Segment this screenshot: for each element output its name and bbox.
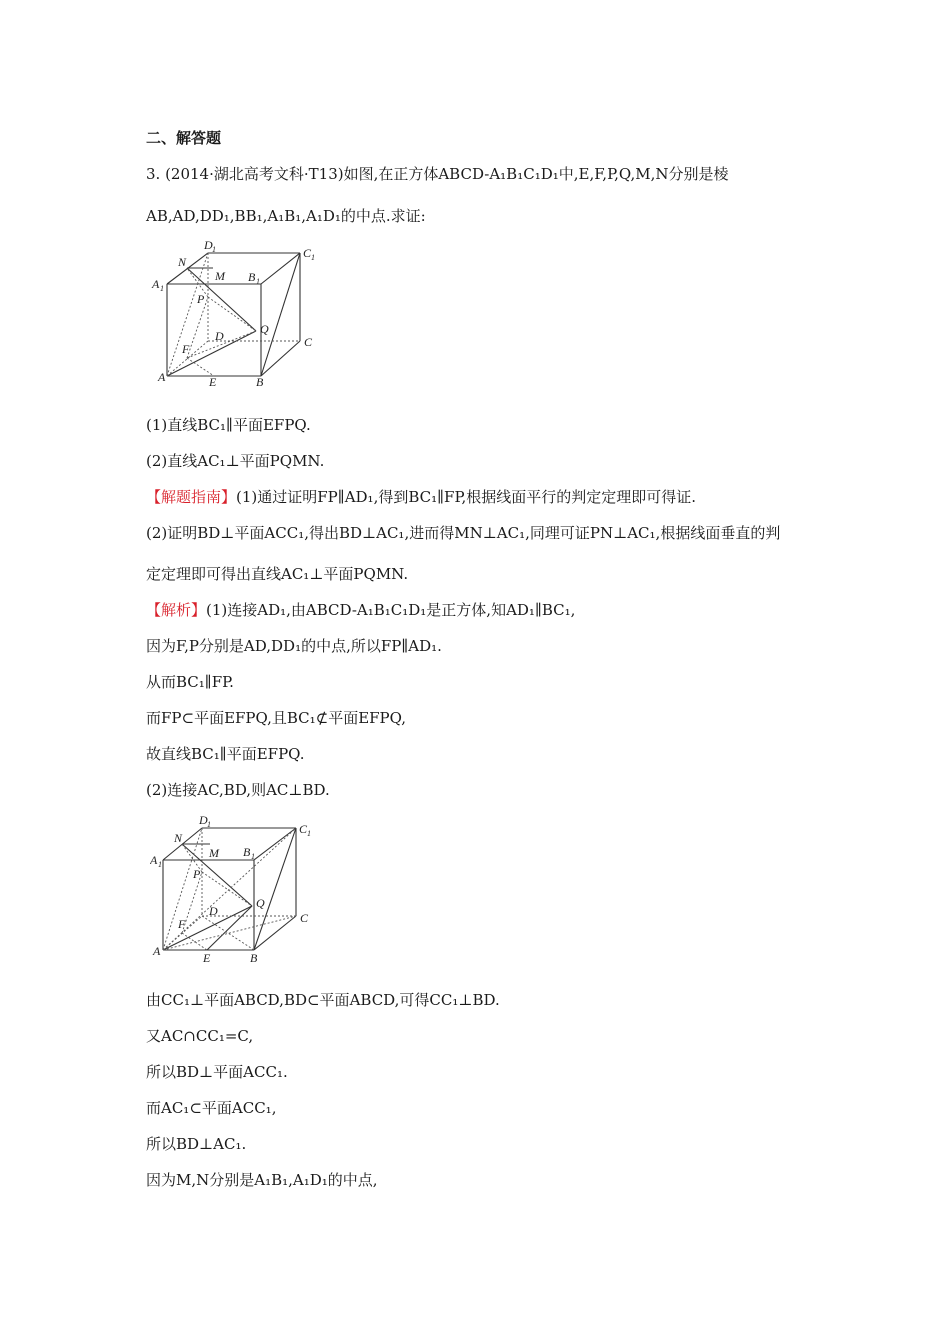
guide-tag: 【解题指南】: [146, 488, 237, 506]
svg-text:1: 1: [256, 277, 260, 286]
label-n: N: [178, 255, 187, 269]
label-m: M: [209, 846, 219, 860]
solution-line-4: 而FP⊂平面EFPQ,且BC₁⊄平面EFPQ,: [146, 709, 406, 727]
label-c: C: [304, 335, 313, 349]
solution-line-9: 所以BD⊥平面ACC₁.: [146, 1063, 288, 1081]
problem-statement-line-2: AB,AD,DD₁,BB₁,A₁B₁,A₁D₁的中点.求证:: [146, 207, 426, 225]
label-a: A: [158, 370, 166, 384]
svg-text:1: 1: [307, 829, 311, 838]
part-2: (2)直线AC₁⊥平面PQMN.: [146, 452, 325, 470]
guide-line-1: 【解题指南】(1)通过证明FP∥AD₁,得到BC₁∥FP,根据线面平行的判定定理即可得证.: [146, 488, 697, 506]
label-d: D: [209, 904, 218, 918]
label-p: P: [193, 867, 201, 881]
label-e: E: [203, 951, 211, 965]
label-f: F: [182, 342, 190, 356]
solution-line-2: 因为F,P分别是AD,DD₁的中点,所以FP∥AD₁.: [146, 637, 442, 655]
label-d1: D: [204, 238, 213, 252]
svg-text:1: 1: [207, 820, 211, 829]
svg-text:1: 1: [311, 253, 315, 262]
solution-line-3: 从而BC₁∥FP.: [146, 673, 234, 691]
label-c: C: [300, 911, 309, 925]
label-b1: B: [248, 270, 256, 284]
solution-line-8: 又AC∩CC₁=C,: [146, 1027, 254, 1045]
label-n: N: [174, 831, 183, 845]
label-d: D: [215, 329, 224, 343]
solution-line-6: (2)连接AC,BD,则AC⊥BD.: [146, 781, 330, 799]
label-p: P: [197, 292, 205, 306]
label-b: B: [256, 375, 264, 389]
svg-text:1: 1: [158, 860, 162, 869]
solution-line-10: 而AC₁⊂平面ACC₁,: [146, 1099, 277, 1117]
cube-figure-1: [150, 236, 330, 391]
label-c1: C: [303, 246, 312, 260]
part-1: (1)直线BC₁∥平面EFPQ.: [146, 416, 311, 434]
guide-line-2: (2)证明BD⊥平面ACC₁,得出BD⊥AC₁,进而得MN⊥AC₁,同理可证PN⊥AC₁,根据线面垂直的判: [146, 524, 781, 542]
solution-line-12: 因为M,N分别是A₁B₁,A₁D₁的中点,: [146, 1171, 378, 1189]
label-q: Q: [256, 896, 265, 910]
label-b1: B: [243, 845, 251, 859]
solution-line-1: 【解析】(1)连接AD₁,由ABCD-A₁B₁C₁D₁是正方体,知AD₁∥BC₁,: [146, 601, 576, 619]
cube-figure-2: [150, 812, 330, 967]
solution-line-7: 由CC₁⊥平面ABCD,BD⊂平面ABCD,可得CC₁⊥BD.: [146, 991, 500, 1009]
label-q: Q: [260, 322, 269, 336]
label-f: F: [178, 917, 186, 931]
label-c1: C: [299, 822, 308, 836]
label-a: A: [153, 944, 161, 958]
label-m: M: [215, 269, 225, 283]
svg-text:1: 1: [160, 284, 164, 293]
guide-line-3: 定定理即可得出直线AC₁⊥平面PQMN.: [146, 565, 409, 583]
label-b: B: [250, 951, 258, 965]
solution-line-11: 所以BD⊥AC₁.: [146, 1135, 247, 1153]
label-e: E: [209, 375, 217, 389]
label-a1: A: [150, 853, 158, 867]
label-a1: A: [152, 277, 160, 291]
solution-tag: 【解析】: [146, 601, 207, 619]
solution-line-5: 故直线BC₁∥平面EFPQ.: [146, 745, 305, 763]
label-d1: D: [199, 813, 208, 827]
svg-text:1: 1: [212, 245, 216, 254]
problem-statement-line-1: 3. (2014·湖北高考文科·T13)如图,在正方体ABCD-A₁B₁C₁D₁中,E,F,P,Q,M,N分别是棱: [146, 165, 729, 183]
svg-text:1: 1: [251, 852, 255, 861]
section-title: 二、解答题: [146, 129, 222, 147]
